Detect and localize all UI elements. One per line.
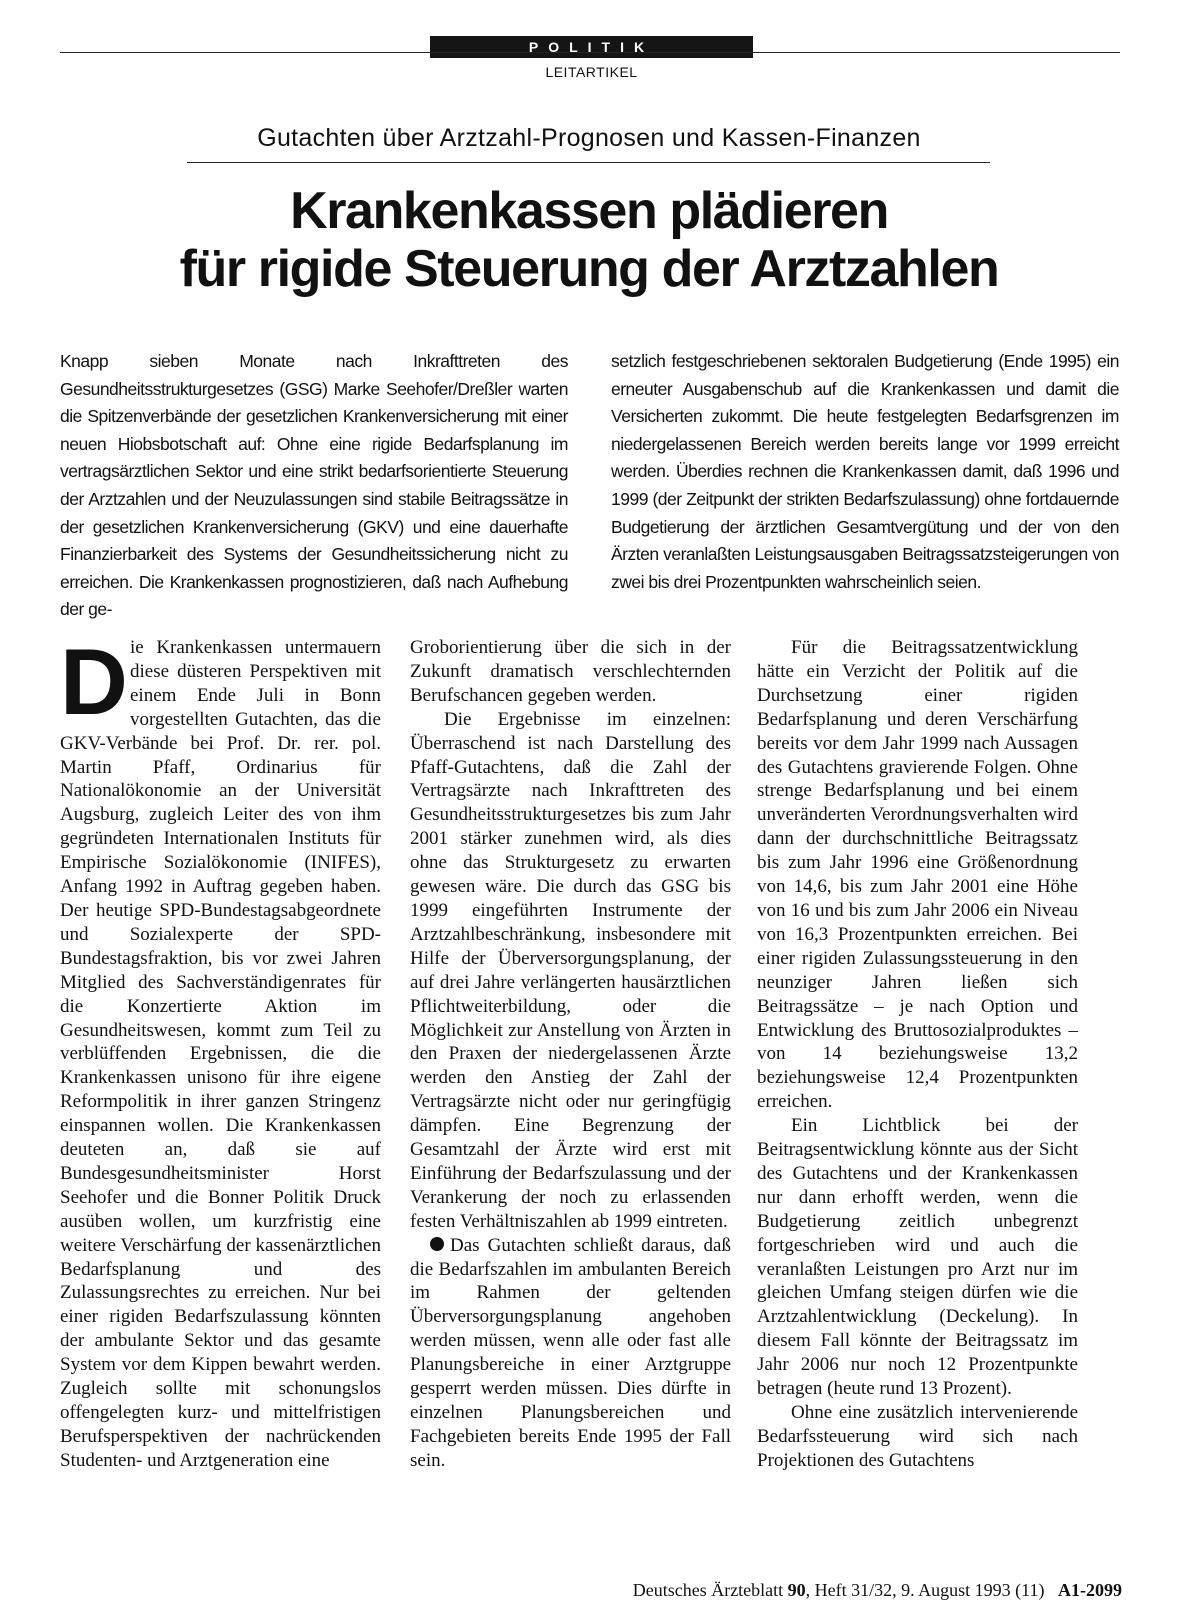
body-column-3 bbox=[757, 636, 1078, 1473]
journal-name: Deutsches Ärzteblatt bbox=[632, 1580, 784, 1600]
lead-text-right: setzlich festgeschriebenen sektoralen Budgetierung (Ende 1995) ein erneuter Ausgabenschub auf die Krankenkassen und damit die Versicherten zukommt. Die heute festgelegten Bedarfsgrenzen im niedergelassenen Bereich werden bereits lange vor 1999 erreicht werden. Überdies rechnen die Krankenkassen damit, daß 1996 und 1999 (der Zeitpunkt der strikten Bedarfszulassung) ohne fortdauernde Budgetierung der ärztlichen Gesamtvergütung und der von den Ärzten veranlaßten Leistungsausgaben Beitragssatzsteigerungen von zwei bis drei Prozentpunkten wahrscheinlich seien. bbox=[611, 351, 1119, 592]
section-label: POLITIK bbox=[430, 36, 753, 58]
article-kicker: Gutachten über Arztzahl-Prognosen und Kassen-Finanzen bbox=[257, 124, 921, 152]
page-number: A1-2099 bbox=[1058, 1580, 1122, 1600]
body-paragraph: Groborientierung über die sich in der Zukunft dramatisch verschlechternden Berufschancen gegeben werden. bbox=[410, 637, 731, 706]
body-paragraph: Für die Beitragssatzentwicklung hätte ein Verzicht der Politik auf die Durchsetzung einer rigiden Bedarfsplanung und deren Verschärfung bereits vor dem Jahr 1999 nach Aussagen des Gutachtens gravierende Folgen. Ohne strenge Bedarfsplanung und bei einem unveränderten Verordnungsverhalten wird dann der durchschnittliche Beitragssatz bis zum Jahr 1996 eine Größenordnung von 14,6, bis zum Jahr 2001 eine Höhe von 16 und bis zum Jahr 2006 ein Niveau von 16,3 Prozentpunkten erreichen. Bei einer rigiden Zulassungssteuerung in den neunziger Jahren ließen sich Beitragssätze – je nach Option und Entwicklung des Bruttosozialproduktes – von 14 beziehungsweise 13,2 beziehungsweise 12,4 Prozentpunkten erreichen. bbox=[757, 637, 1078, 1113]
bullet-icon bbox=[430, 1237, 444, 1251]
page-footer bbox=[0, 1580, 1122, 1601]
headline-line-2: für rigide Steuerung der Arztzahlen bbox=[179, 240, 999, 298]
body-paragraph: Ein Lichtblick bei der Beitragsentwicklung könnte aus der Sicht des Gutachtens und der Krankenkassen nur dann erhofft werden, wenn die Budgetierung zeitlich unbegrenzt fortgeschrieben wird und auch die veranlaßten Leistungen pro Arzt nur im gleichen Umfang steigen dürfen wie die Arztzahlentwicklung (Deckelung). In diesem Fall könnte der Beitragssatz im Jahr 2006 nur noch 12 Prozentpunkte betragen (heute rund 13 Prozent). bbox=[757, 1115, 1078, 1400]
body-column-2 bbox=[410, 636, 731, 1473]
lead-column-left bbox=[60, 348, 568, 624]
subsection-label: LEITARTIKEL bbox=[545, 64, 638, 80]
lead-text-left: Knapp sieben Monate nach Inkrafttreten des Gesundheitsstrukturgesetzes (GSG) Marke Seehofer/Dreßler warten die Spitzenverbände der gesetzlichen Krankenversicherung mit einer neuen Hiobsbotschaft auf: Ohne eine rigide Bedarfsplanung im vertragsärztlichen Sektor und eine strikt bedarfsorientierte Steuerung der Arztzahlen und der Neuzulassungen sind stabile Beitragssätze in der gesetzlichen Krankenversicherung (GKV) und eine dauerhafte Finanzierbarkeit des Systems der Gesundheitssicherung nicht zu erreichen. Die Krankenkassen prognostizieren, daß nach Aufhebung der ge- bbox=[60, 351, 568, 620]
body-text: Das Gutachten schließt daraus, daß die Bedarfszahlen im ambulanten Bereich im Rahmen der geltenden Überversorgungsplanung angehoben werden müssen, wenn alle oder fast alle Planungsbereiche in einer Arztgruppe gesperrt werden müssen. Dies dürfte in einzelnen Planungsbereichen und Fachgebieten bereits Ende 1995 der Fall sein. bbox=[410, 1234, 731, 1471]
lead-column-right bbox=[611, 348, 1119, 596]
body-paragraph bbox=[60, 629, 381, 1473]
body-paragraph-bulleted bbox=[410, 1234, 731, 1473]
drop-cap: D bbox=[60, 629, 128, 734]
body-text: ie Krankenkassen untermauern diese düsteren Perspektiven mit einem Ende Juli in Bonn vorgestellten Gutachten, das die GKV-Verbände bei Prof. Dr. rer. pol. Martin Pfaff, Ordinarius für Nationalökonomie an der Universität Augsburg, zugleich Leiter des von ihm gegründeten Internationalen Instituts für Empirische Sozialökonomie (INIFES), Anfang 1992 in Auftrag gegeben haben. Der heutige SPD-Bundestagsabgeordnete und Sozialexperte der SPD-Bundestagsfraktion, bis vor zwei Jahren Mitglied des Sachverständigenrates für die Konzertierte Aktion im Gesundheitswesen, kommt zum Teil zu verblüffenden Ergebnissen, die die Krankenkassen unisono für ihre eigene Reformpolitik in ihrer ganzen Stringenz einspannen wollen. Die Krankenkassen deuteten an, daß sie auf Bundesgesundheitsminister Horst Seehofer und die Bonner Politik Druck ausüben wollen, um kurzfristig eine weitere Verschärfung der kassenärztlichen Bedarfsplanung und des Zulassungsrechtes zu erreichen. Nur bei einer rigiden Bedarfszulassung könnten der ambulante Sektor und das gesamte System vor dem Kippen bewahrt werden. Zugleich sollte mit schonungslos offengelegten kurz- und mittelfristigen Berufsperspektiven der nachrückenden Studenten- und Arztgeneration eine bbox=[60, 637, 381, 1471]
header-rule bbox=[60, 52, 1120, 53]
body-paragraph: Ohne eine zusätzlich intervenierende Bedarfssteuerung wird sich nach Projektionen des Gutachtens bbox=[757, 1402, 1078, 1471]
journal-volume: 90 bbox=[787, 1580, 806, 1600]
body-column-1 bbox=[60, 629, 381, 1473]
headline-line-1: Krankenkassen plädieren bbox=[290, 182, 888, 240]
journal-issue: , Heft 31/32, 9. August 1993 (11) bbox=[805, 1580, 1045, 1600]
article-headline bbox=[0, 182, 1178, 298]
body-paragraph: Die Ergebnisse im einzelnen: Überraschend ist nach Darstellung des Pfaff-Gutachtens, daß die Zahl der Vertragsärzte nach Inkrafttreten des Gesundheitsstrukturgesetzes bis zum Jahr 2001 stärker zunehmen wird, als dies ohne das Strukturgesetz zu erwarten gewesen wäre. Die durch das GSG bis 1999 eingeführten Instrumente der Arztzahlbeschränkung, insbesondere mit Hilfe der Überversorgungsplanung, der auf drei Jahre verlängerten hausärztlichen Pflichtweiterbildung, oder die Möglichkeit zur Anstellung von Ärzten in den Praxen der niedergelassenen Ärzte werden den Anstieg der Zahl der Vertragsärzte nicht oder nur geringfügig dämpfen. Eine Begrenzung der Gesamtzahl der Ärzte wird erst mit Einführung der Bedarfszulassung und der Verankerung der noch zu erlassenden festen Verhältniszahlen ab 1999 eintreten. bbox=[410, 708, 731, 1232]
kicker-underline bbox=[187, 162, 990, 163]
